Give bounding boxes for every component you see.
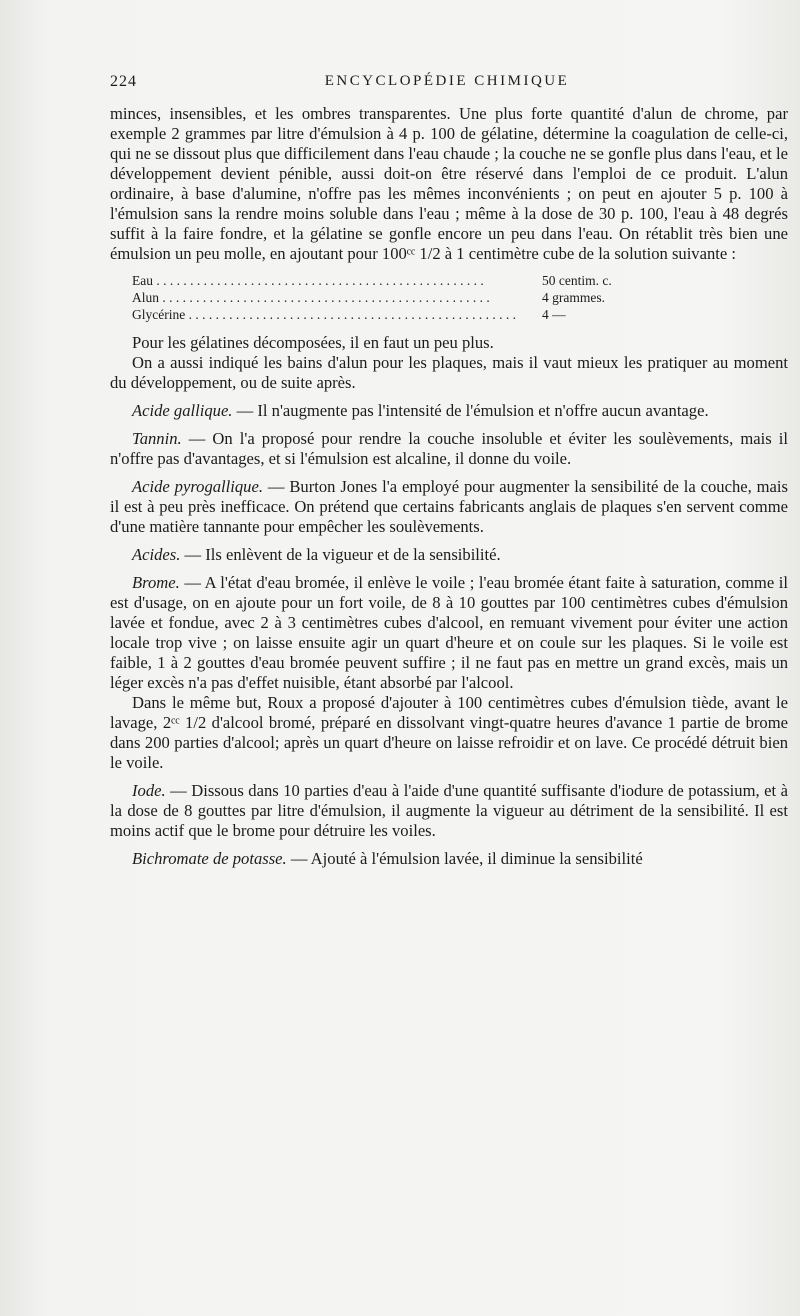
- paragraph-brome: [110, 573, 788, 693]
- page-header: [110, 73, 784, 95]
- recipe-ingredient: Alun . . .: [132, 289, 534, 306]
- section-term: Acide pyrogallique.: [132, 477, 263, 496]
- paragraph-acide-gallique: [110, 401, 788, 421]
- recipe-row: [132, 306, 652, 323]
- page-number: 224: [110, 73, 137, 90]
- paragraph-text: — On l'a proposé pour rendre la couche insoluble et éviter les soulèvements, mais il n'offre pas d'avantages, et si l'émulsion est alcaline, il donne du voile.: [110, 429, 788, 468]
- paragraph-roux: Dans le même but, Roux a proposé d'ajouter à 100 centimètres cubes d'émulsion tiède, avant le lavage, 2ᶜᶜ 1/2 d'alcool bromé, préparé en dissolvant vingt-quatre heures d'avance 1 partie de brome dans 200 parties d'alcool; après un quart d'heure on laisse refroidir et on lave. Ce procédé détruit bien le voile.: [110, 693, 788, 772]
- paragraph-text: — Ils enlèvent de la vigueur et de la sensibilité.: [180, 545, 501, 564]
- paragraph-text: — Ajouté à l'émulsion lavée, il diminue la sensibilité: [286, 849, 643, 868]
- running-title: ENCYCLOPÉDIE CHIMIQUE: [324, 73, 570, 89]
- recipe-quantity: 4 grammes.: [542, 290, 605, 305]
- recipe-quantity: 50 centim. c.: [542, 273, 612, 288]
- paragraph-text: — Dissous dans 10 parties d'eau à l'aide d'une quantité suffisante d'iodure de potassium, et à la dose de 8 gouttes par litre d'émulsion, il augmente la vigueur au détriment de la sensibilité. Il est moins actif que le brome pour détruire les voiles.: [110, 781, 788, 840]
- section-term: Acide gallique.: [132, 401, 233, 420]
- section-term: Acides.: [132, 545, 181, 564]
- recipe-row: [132, 272, 652, 289]
- recipe-row: [132, 289, 652, 306]
- paragraph-gelatines: Pour les gélatines décomposées, il en faut un peu plus.: [132, 333, 494, 352]
- paragraph-acides: [110, 545, 788, 565]
- section-term: Bichromate de potasse.: [132, 849, 287, 868]
- recipe-ingredient: Glycérine . . .: [132, 306, 534, 323]
- section-term: Tannin.: [132, 429, 182, 448]
- paragraph-acide-pyrogallique: [110, 477, 788, 537]
- paragraph-iode: [110, 781, 788, 841]
- recipe-ingredient: Eau . . .: [132, 272, 534, 289]
- section-term: Iode.: [132, 781, 166, 800]
- paragraph-alun: minces, insensibles, et les ombres transparentes. Une plus forte quantité d'alun de chrome, par exemple 2 grammes par litre d'émulsion à 4 p. 100 de gélatine, détermine la coagulation de celle-ci, qui ne se dissout plus que difficilement dans l'eau chaude ; la couche ne se gonfle plus dans l'eau, et le développement devient pénible, aussi doit-on être réservé dans l'emploi de ce produit. L'alun ordinaire, à base d'alumine, n'offre pas les mêmes inconvénients ; on peut en ajouter 5 p. 100 à l'émulsion sans la rendre moins soluble dans l'eau ; même à la dose de 30 p. 100, l'eau à 48 degrés suffit à la faire fondre, et la gélatine se gonfle encore un peu dans l'eau. On rétablit très bien une émulsion un peu molle, en ajoutant pour 100ᶜᶜ 1/2 à 1 centimètre cube de la solution suivante :: [110, 104, 788, 263]
- paragraph-text: — A l'état d'eau bromée, il enlève le voile ; l'eau bromée étant faite à saturation, comme il est d'usage, on en ajoute pour un fort voile, de 8 à 10 gouttes par 100 centimètres cubes d'émulsion lavée et fondue, avec 2 à 3 centimètres cubes d'alcool, en remuant vivement pour éviter une action locale trop vive ; on laisse ensuite agir un quart d'heure et on coule sur les plaques. Si le voile est faible, 1 à 2 gouttes d'eau bromée peuvent suffire ; il ne faut pas en mettre un grand excès, mais un léger excès n'a pas d'effet nuisible, étant absorbé par l'alcool.: [110, 573, 788, 692]
- section-term: Brome.: [132, 573, 180, 592]
- recipe-table: [132, 272, 652, 323]
- paragraph-tannin: [110, 429, 788, 469]
- paragraph-text: — Il n'augmente pas l'intensité de l'émulsion et n'offre aucun avantage.: [232, 401, 709, 420]
- paragraph-bichromate: [110, 849, 788, 869]
- paragraph-text: — Burton Jones l'a employé pour augmenter la sensibilité de la couche, mais il est à peu près inefficace. On prétend que certains fabricants anglais de plaques s'en servent comme d'une matière tannante pour empêcher les soulèvements.: [110, 477, 788, 536]
- recipe-quantity: 4 —: [542, 307, 566, 322]
- page-body: [110, 104, 788, 869]
- paragraph-bains-alun: On a aussi indiqué les bains d'alun pour les plaques, mais il vaut mieux les pratiquer au moment du développement, ou de suite après.: [110, 353, 788, 392]
